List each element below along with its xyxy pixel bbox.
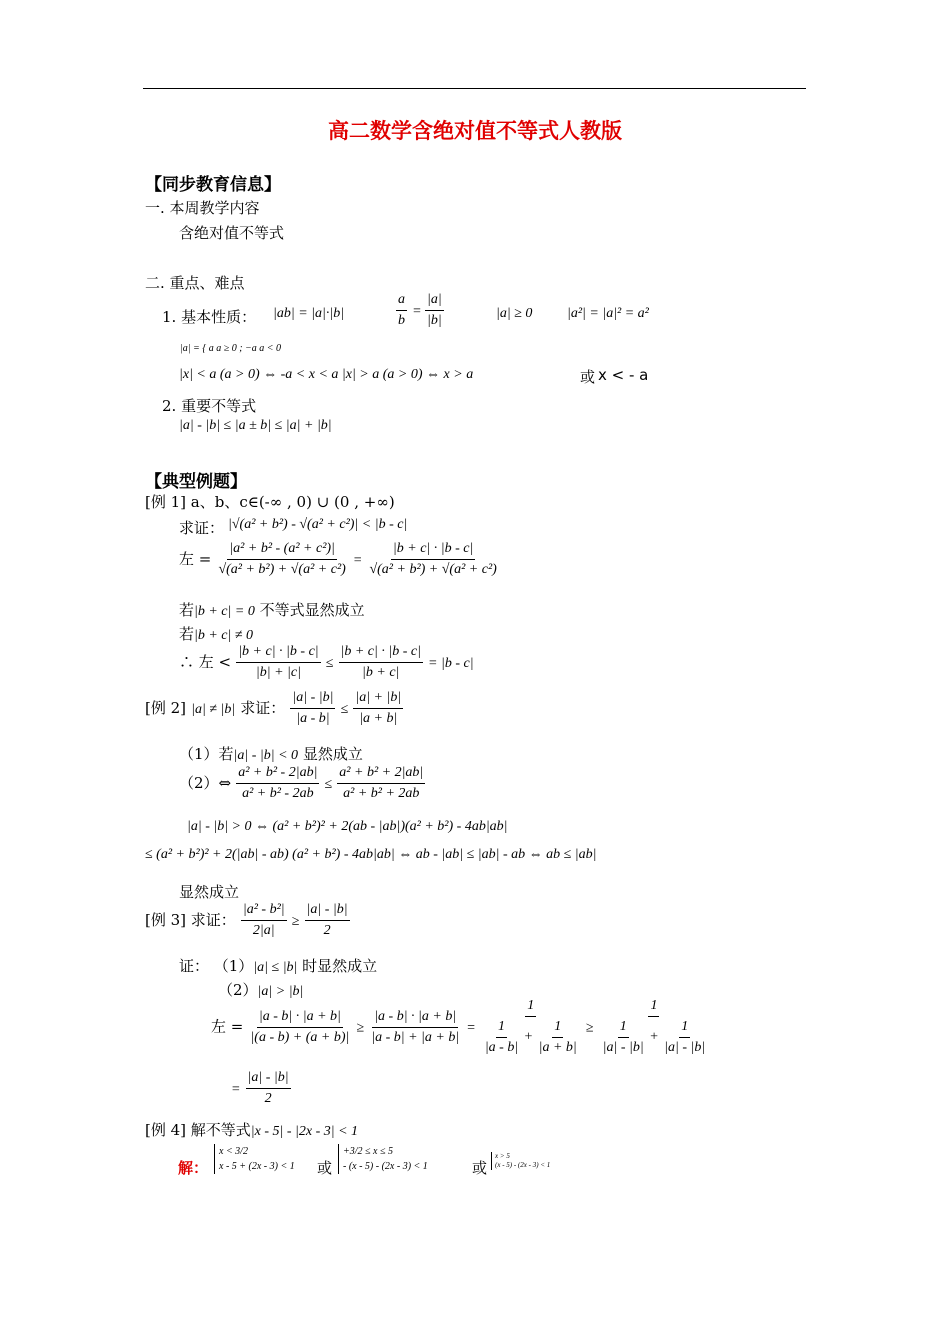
piecewise-definition: |a| = { a a ≥ 0 ; −a a < 0: [180, 343, 282, 354]
if-word: 若: [179, 601, 195, 619]
ex3-case1: [179, 955, 377, 976]
plus: +: [649, 1029, 659, 1045]
system-line: x - 5 + (2x - 3) < 1: [219, 1161, 295, 1172]
frac-num: |b + c| · |b - c|: [236, 644, 320, 663]
result: = |b - c|: [428, 656, 474, 671]
frac-den: |a - b|: [484, 1040, 519, 1055]
frac-num: |a| - |b|: [305, 902, 350, 921]
section-sync-info: 【同步教育信息】: [145, 175, 281, 195]
frac-den: |b + c|: [362, 665, 400, 680]
top-rule: [143, 88, 806, 89]
case-math: |b + c| ≠ 0: [194, 628, 254, 643]
ex2-header: [145, 690, 403, 727]
property-fraction: $\frac{a}{b}$ = $\frac{|a|}{|b|}$: [398, 292, 442, 328]
system-3: [491, 1152, 550, 1170]
frac-num: |b + c| · |b - c|: [339, 644, 423, 663]
ex1-case2: [179, 623, 253, 644]
ex4-label: [例 4] 解不等式: [145, 1121, 251, 1139]
frac-den: |b| + |c|: [255, 665, 301, 680]
frac-den: |a| - |b|: [664, 1040, 706, 1055]
case-text: 时显然成立: [302, 957, 378, 975]
ex2-conclusion: 显然成立: [179, 883, 240, 901]
section-typical-examples: 【典型例题】: [145, 472, 247, 492]
system-line: x < 3/2: [219, 1146, 248, 1157]
equals: =: [352, 553, 363, 568]
ex2-line4: ≤ (a² + b²)² + 2(|ab| - ab) (a² + b²) - 4ab|ab| ⇔ ab - |ab| ≤ |ab| - ab ⇔ ab ≤ |ab|: [145, 847, 597, 862]
ex1-case1: [179, 599, 365, 620]
abs-ineq-line: |x| < a (a > 0) ⇔ -a < x < a |x| > a (a > 0) ⇔ x > a: [179, 367, 474, 382]
frac-num: |a|: [425, 292, 444, 311]
or-word: 或: [317, 1159, 333, 1177]
ex1-left-line: [179, 541, 499, 578]
geq: ≥: [585, 1020, 594, 1036]
left-label: 左 =: [211, 1017, 244, 1036]
document-title: 高二数学含绝对值不等式人教版: [328, 119, 622, 143]
plus: +: [523, 1029, 534, 1045]
ex1-prove-label: 求证：: [179, 519, 225, 537]
system-line: (x - 5) - (2x - 3) < 1: [495, 1161, 551, 1169]
frac-den: |a + b|: [359, 711, 398, 726]
ex3-main-chain: [211, 998, 709, 1056]
frac-den: √(a² + b²) + √(a² + c²): [369, 562, 497, 577]
important-ineq: |a| - |b| ≤ |a ± b| ≤ |a| + |b|: [179, 418, 332, 433]
frac-num: a² + b² + 2|ab|: [337, 765, 425, 784]
ex4-inequality: |x - 5| - |2x - 3| < 1: [250, 1124, 359, 1139]
prove-label: 求证：: [240, 699, 286, 717]
frac-den: b: [398, 313, 405, 328]
frac-num: |a - b| · |a + b|: [372, 1009, 458, 1028]
leq: ≤: [340, 702, 349, 717]
if-word: 若: [179, 625, 195, 643]
or-word: 或: [472, 1159, 488, 1177]
frac-num: |a - b| · |a + b|: [257, 1009, 343, 1028]
proof-label: 证： （1）: [179, 957, 254, 975]
property-nonneg: |a| ≥ 0: [496, 306, 533, 321]
frac-den: a² + b² - 2ab: [242, 786, 314, 801]
frac-num: |a² + b² - (a² + c²)|: [227, 541, 337, 560]
frac-num: a: [396, 292, 407, 311]
system-line: - (x - 5) - (2x - 3) < 1: [343, 1161, 428, 1172]
frac-den: |a + b|: [538, 1040, 577, 1055]
left-label: 左 =: [179, 550, 212, 568]
geq: ≥: [356, 1020, 365, 1036]
leq: ≤: [324, 777, 333, 792]
therefore: ∴ 左 <: [179, 653, 232, 671]
step-math: |a| - |b| < 0: [233, 748, 299, 763]
step-label: （2）⇔: [179, 774, 232, 792]
case-text: 不等式显然成立: [259, 601, 365, 619]
system-1: [214, 1144, 295, 1174]
case-math: |a| > |b|: [257, 984, 304, 999]
frac-num: |a² - b²|: [241, 902, 287, 921]
ex3-final: [231, 1070, 291, 1107]
ex2-step1: [179, 743, 363, 764]
frac-num: |a| - |b|: [246, 1070, 291, 1089]
part2-heading: 二. 重点、难点: [145, 274, 245, 292]
frac-num: 1: [618, 1019, 629, 1038]
frac-num: a² + b² - 2|ab|: [236, 765, 319, 784]
frac-num: |a| + |b|: [353, 690, 403, 709]
case-label: （2）: [218, 981, 258, 999]
step-text: 显然成立: [302, 745, 363, 763]
frac-den: |a - b|: [296, 711, 330, 726]
property-label: 1. 基本性质：: [162, 308, 257, 326]
system-line: x > 5: [495, 1152, 510, 1160]
frac-den: 2: [323, 923, 331, 938]
frac-den: √(a² + b²) + √(a² + c²): [218, 562, 346, 577]
frac-den: |b|: [427, 313, 442, 328]
leq: ≤: [325, 656, 334, 671]
frac-num: |a| - |b|: [290, 690, 335, 709]
case-math: |b + c| = 0: [194, 604, 255, 619]
frac-den: |a - b| + |a + b|: [371, 1029, 460, 1045]
ex2-condition: |a| ≠ |b|: [191, 702, 236, 717]
frac-den: 2: [264, 1091, 272, 1106]
frac-den: |a| - |b|: [602, 1040, 644, 1055]
ex2-line3: |a| - |b| > 0 ⇔ (a² + b²)² + 2(ab - |ab|)(a² + b²) - 4ab|ab|: [187, 819, 508, 834]
abs-ineq-tail: x < - a: [598, 366, 649, 384]
equals: =: [231, 1082, 241, 1097]
frac-den: a² + b² + 2ab: [343, 786, 420, 801]
ex1-therefore-line: [179, 644, 474, 681]
equals: =: [466, 1020, 476, 1036]
frac-num: 1: [496, 1019, 507, 1038]
part1-content: 含绝对值不等式: [179, 224, 285, 242]
frac-num: |b + c| · |b - c|: [391, 541, 475, 560]
frac-den: |(a - b) + (a + b)|: [250, 1029, 350, 1045]
property-ab: |ab| = |a|·|b|: [273, 306, 345, 321]
frac-num: 1: [525, 998, 536, 1017]
or-word: 或: [580, 368, 596, 386]
case-math: |a| ≤ |b|: [253, 960, 298, 975]
ex1-prove: |√(a² + b²) - √(a² + c²)| < |b - c|: [228, 517, 408, 532]
compound-fraction-1: [481, 998, 581, 1056]
ex4-header: [145, 1119, 358, 1140]
frac-num: 1: [648, 998, 659, 1017]
system-line: +3/2 ≤ x ≤ 5: [343, 1146, 393, 1157]
ex1-label: [例 1] a、b、c∈(-∞ , 0) ∪ (0 , +∞): [145, 493, 395, 511]
important-label: 2. 重要不等式: [162, 397, 257, 415]
part1-heading: 一. 本周教学内容: [145, 199, 260, 217]
ex3-label: [例 3] 求证：: [145, 911, 236, 929]
system-2: [338, 1144, 428, 1174]
frac-den: 2|a|: [252, 923, 275, 938]
ex3-header: [145, 902, 350, 939]
ex3-case2: [218, 979, 303, 1000]
compound-fraction-2: [599, 998, 710, 1056]
ex2-step2: [179, 765, 425, 802]
geq: ≥: [291, 914, 300, 929]
frac-num: 1: [552, 1019, 563, 1038]
frac-num: 1: [679, 1019, 690, 1038]
property-square: |a²| = |a|² = a²: [567, 306, 649, 321]
solution-label: 解：: [178, 1159, 209, 1177]
ex2-label: [例 2]: [145, 699, 187, 717]
step-label: （1）若: [179, 745, 234, 763]
